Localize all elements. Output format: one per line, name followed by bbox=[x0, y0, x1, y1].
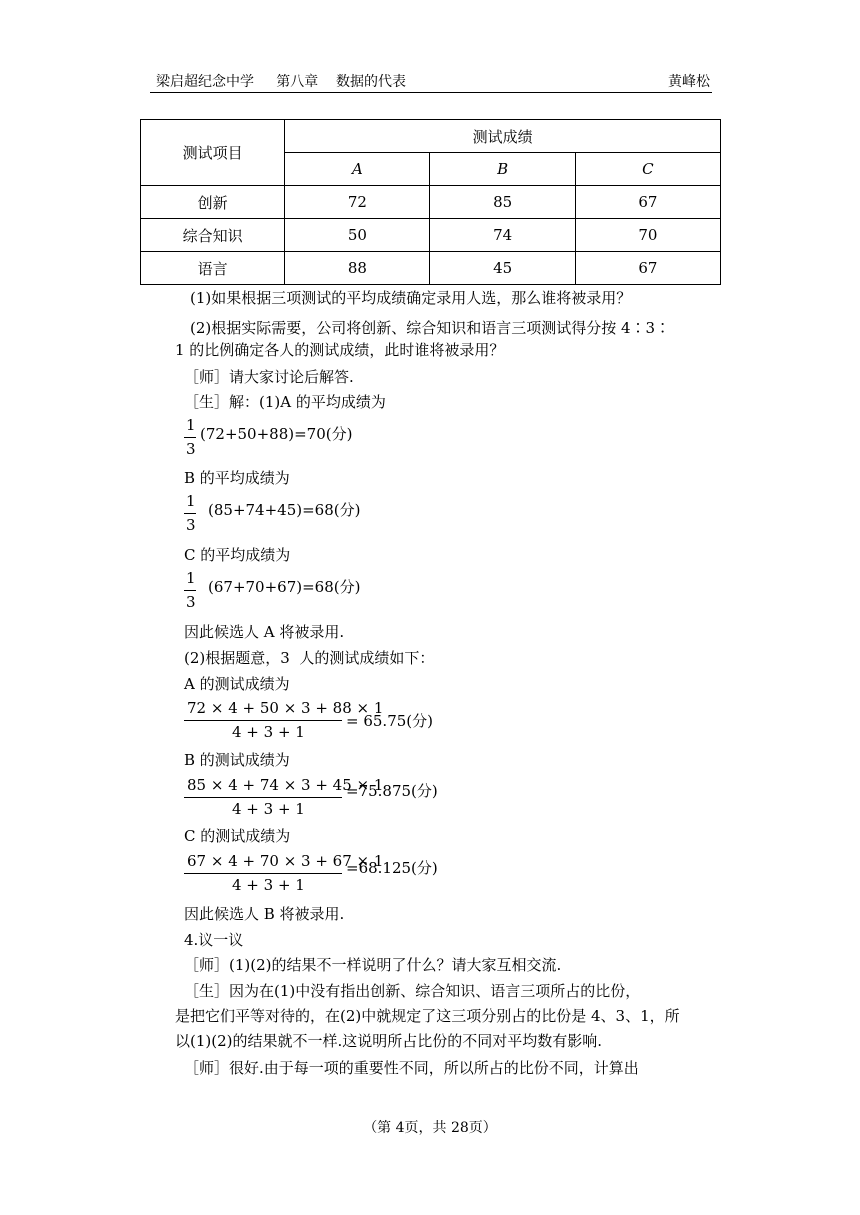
fraction-c-weighted bbox=[184, 852, 384, 898]
question-1: (1)如果根据三项测试的平均成绩确定录用人选，那么谁将被录用？ bbox=[190, 289, 632, 307]
fraction-denominator: 4 + 3 + 1 bbox=[232, 876, 305, 894]
page-footer: （第 4页，共 28页） bbox=[363, 1120, 497, 1136]
teacher-line-1: ［师］请大家讨论后解答. bbox=[184, 368, 354, 386]
fraction-numerator: 85 × 4 + 74 × 3 + 45 × 1 bbox=[187, 776, 384, 794]
score-table bbox=[140, 119, 721, 285]
b-average-expression: (85+74+45)=68(分) bbox=[208, 501, 361, 519]
student-line-2c: 以(1)(2)的结果就不一样.这说明所占比份的不同对平均数有影响. bbox=[175, 1032, 603, 1050]
row-label: 综合知识 bbox=[141, 219, 285, 252]
fraction-numerator: 67 × 4 + 70 × 3 + 67 × 1 bbox=[187, 852, 384, 870]
a-weighted-result: = 65.75(分) bbox=[346, 712, 433, 730]
fraction-numerator: 1 bbox=[186, 569, 196, 587]
fraction-bar bbox=[184, 590, 196, 591]
fraction-b-weighted bbox=[184, 776, 384, 822]
fraction-a-weighted bbox=[184, 699, 384, 745]
fraction-bar bbox=[184, 720, 342, 721]
table-col-b: B bbox=[430, 153, 575, 186]
a-test-label: A 的测试成绩为 bbox=[184, 675, 290, 693]
table-col-a: A bbox=[285, 153, 430, 186]
table-col-c: C bbox=[575, 153, 720, 186]
table-row bbox=[141, 186, 721, 219]
conclusion-2: 因此候选人 B 将被录用. bbox=[184, 905, 345, 923]
fraction-bar bbox=[184, 513, 196, 514]
c-weighted-result: =68.125(分) bbox=[346, 859, 438, 877]
cell: 50 bbox=[285, 219, 430, 252]
row-label: 创新 bbox=[141, 186, 285, 219]
a-average-expression: (72+50+88)=70(分) bbox=[200, 425, 353, 443]
table-row bbox=[141, 219, 721, 252]
fraction-numerator: 1 bbox=[186, 416, 196, 434]
teacher-line-3: ［师］很好.由于每一项的重要性不同，所以所占的比份不同，计算出 bbox=[184, 1059, 639, 1077]
cell: 85 bbox=[430, 186, 575, 219]
fraction-numerator: 1 bbox=[186, 492, 196, 510]
fraction-bar bbox=[184, 873, 342, 874]
fraction-bar bbox=[184, 797, 342, 798]
part-2-intro: (2)根据题意，3 人的测试成绩如下： bbox=[184, 649, 435, 667]
cell: 88 bbox=[285, 252, 430, 285]
student-line-2a: ［生］因为在(1)中没有指出创新、综合知识、语言三项所占的比份， bbox=[184, 982, 641, 1000]
fraction-denominator: 4 + 3 + 1 bbox=[232, 800, 305, 818]
student-line-1: ［生］解：(1)A 的平均成绩为 bbox=[184, 393, 386, 411]
fraction-one-third-b bbox=[184, 492, 198, 538]
table-row bbox=[141, 252, 721, 285]
table-score-header: 测试成绩 bbox=[285, 120, 721, 153]
fraction-one-third-a bbox=[184, 416, 198, 462]
student-line-2b: 是把它们平等对待的，在(2)中就规定了这三项分别占的比份是 4、3、1，所 bbox=[175, 1007, 680, 1025]
conclusion-1: 因此候选人 A 将被录用. bbox=[184, 623, 345, 641]
fraction-denominator: 3 bbox=[186, 516, 196, 534]
question-2-line-2: 1 的比例确定各人的测试成绩，此时谁将被录用？ bbox=[175, 341, 505, 359]
cell: 70 bbox=[575, 219, 720, 252]
header-author: 黄峰松 bbox=[668, 74, 710, 90]
b-average-label: B 的平均成绩为 bbox=[184, 469, 290, 487]
cell: 45 bbox=[430, 252, 575, 285]
header-title: 梁启超纪念中学 第八章 数据的代表 bbox=[156, 74, 407, 90]
fraction-denominator: 3 bbox=[186, 440, 196, 458]
page-header bbox=[150, 70, 712, 93]
table-item-header: 测试项目 bbox=[141, 120, 285, 186]
b-test-label: B 的测试成绩为 bbox=[184, 751, 290, 769]
cell: 67 bbox=[575, 252, 720, 285]
teacher-line-2: ［师］(1)(2)的结果不一样说明了什么？请大家互相交流. bbox=[184, 956, 562, 974]
question-2-line-1: (2)根据实际需要，公司将创新、综合知识和语言三项测试得分按 4∶3∶ bbox=[190, 319, 671, 337]
cell: 74 bbox=[430, 219, 575, 252]
cell: 67 bbox=[575, 186, 720, 219]
row-label: 语言 bbox=[141, 252, 285, 285]
fraction-bar bbox=[184, 437, 196, 438]
c-average-expression: (67+70+67)=68(分) bbox=[208, 578, 361, 596]
fraction-one-third-c bbox=[184, 569, 198, 615]
b-weighted-result: =75.875(分) bbox=[346, 782, 438, 800]
cell: 72 bbox=[285, 186, 430, 219]
c-average-label: C 的平均成绩为 bbox=[184, 546, 291, 564]
c-test-label: C 的测试成绩为 bbox=[184, 827, 291, 845]
fraction-denominator: 3 bbox=[186, 593, 196, 611]
section-4-heading: 4.议一议 bbox=[184, 931, 244, 949]
fraction-numerator: 72 × 4 + 50 × 3 + 88 × 1 bbox=[187, 699, 384, 717]
fraction-denominator: 4 + 3 + 1 bbox=[232, 723, 305, 741]
